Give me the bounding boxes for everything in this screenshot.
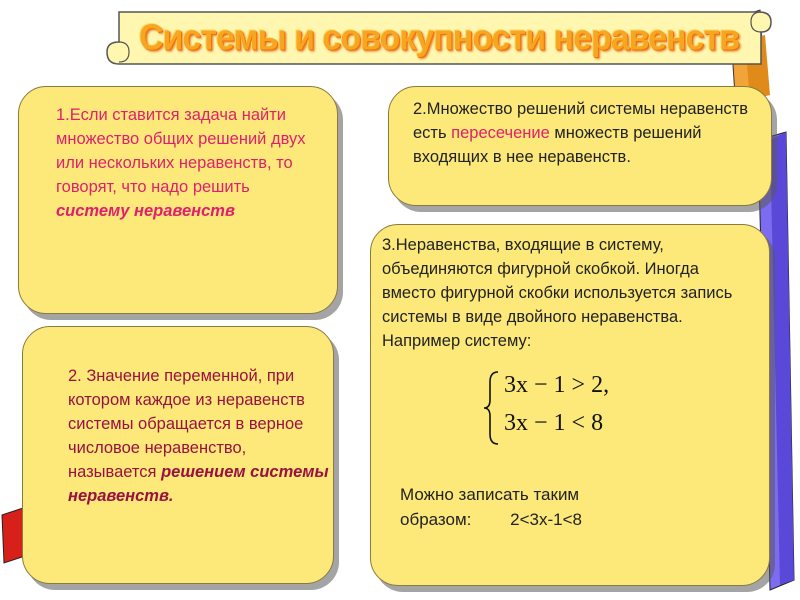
footer-label-line1: Можно записать таким [400, 485, 580, 504]
curly-brace [482, 370, 502, 446]
definition-solution-body: 2. Значение переменной, при котором каждое из неравенств системы обращается в верное числовое неравенство, называется [68, 367, 305, 481]
solution-set-body-end: множеств решений входящих в нее неравенств. [413, 124, 702, 166]
definition-solution-term: решением системы неравенств. [68, 463, 329, 505]
definition-system-term: систему неравенств [56, 202, 235, 220]
double-inequality-text: 3.Неравенства, входящие в систему, объединяются фигурной скобкой. Иногда вместо фигурной скобки используется запись системы в виде двойного неравенства. Например систему: [382, 236, 733, 350]
definition-solution-text [68, 364, 330, 508]
system-formula [482, 368, 662, 448]
formula-line-2: 3x − 1 < 8 [504, 410, 604, 436]
double-inequality-footer-line2 [400, 508, 700, 532]
footer-label-line2: образом: [400, 510, 472, 529]
solution-set-text [413, 97, 753, 169]
formula-line-1: 3x − 1 > 2, [504, 372, 610, 398]
double-inequality-footer [400, 483, 660, 507]
page-title: Системы и совокупности неравенств [138, 17, 740, 58]
definition-system-text [56, 103, 318, 223]
double-inequality-value: 2<3x-1<8 [510, 510, 582, 529]
intersection-term: пересечение [451, 124, 550, 142]
solution-set-body-start: 2.Множество решений системы неравенств есть [413, 100, 749, 142]
definition-system-body: 1.Если ставится задача найти множество общих решений двух или нескольких неравенств, то говорят, что надо решить [56, 106, 306, 196]
